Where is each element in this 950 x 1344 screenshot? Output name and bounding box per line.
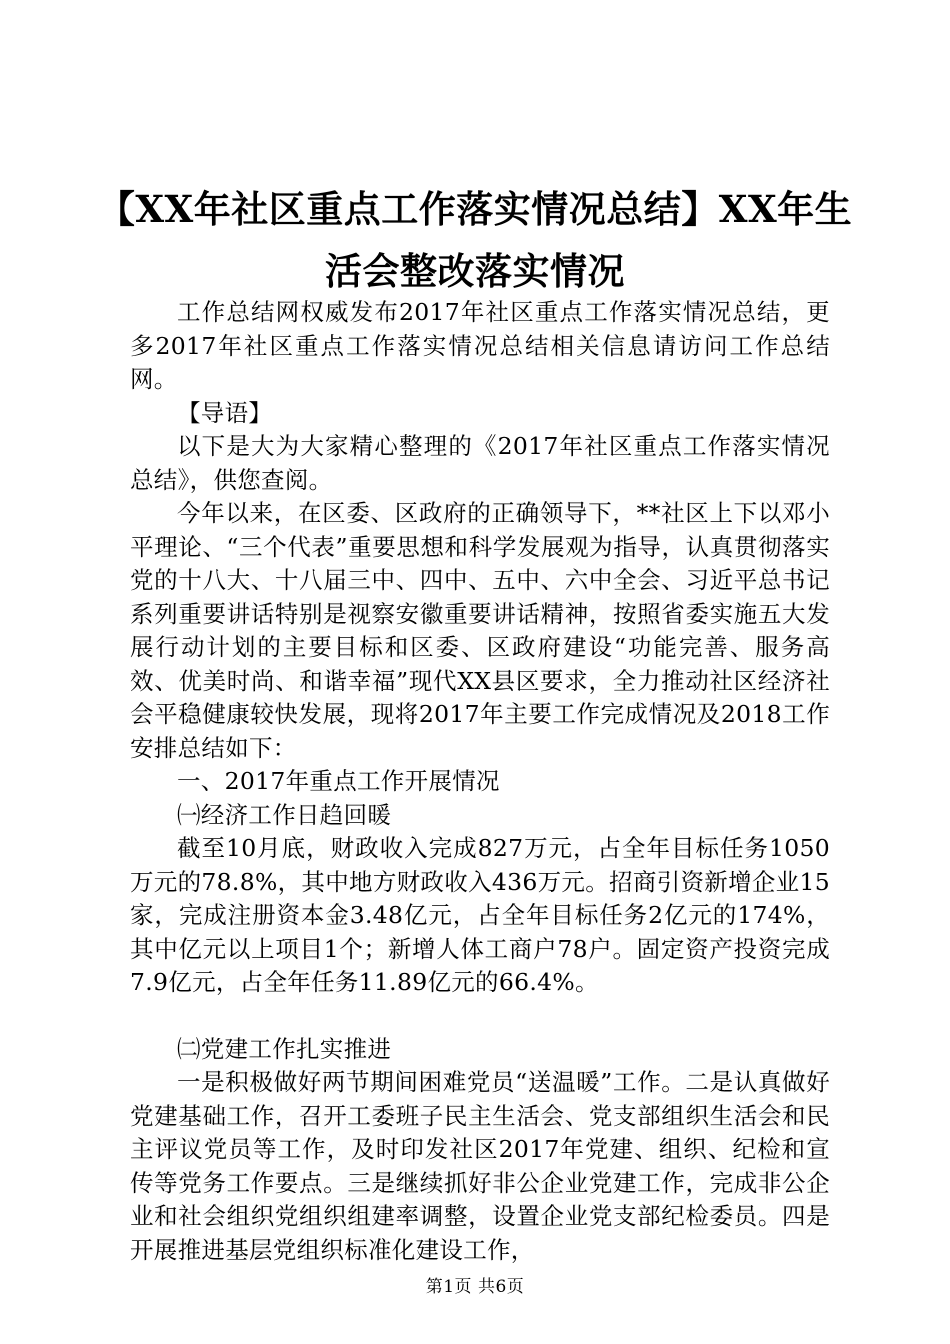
lead-paragraph: 以下是大为大家精心整理的《2017年社区重点工作落实情况总结》，供您查阅。 — [130, 432, 830, 494]
lead-label: 【导语】 — [177, 398, 273, 427]
title-line-1: 【XX年社区重点工作落实情况总结】XX年生 — [97, 187, 853, 231]
section-heading: 一、2017年重点工作开展情况 — [177, 767, 500, 795]
subsection-heading-party: ㈡党建工作扎实推进 — [177, 1034, 392, 1063]
title-line-2: 活会整改落实情况 — [325, 249, 625, 293]
subsection-heading-economy: ㈠经济工作日趋回暖 — [177, 800, 392, 829]
paragraph-gap — [130, 1000, 830, 1033]
intro-paragraph: 工作总结网权威发布2017年社区重点工作落实情况总结，更多2017年社区重点工作落实情况总结相关信息请访问工作总结网。 — [130, 298, 830, 393]
page-number-footer: 第1页 共6页 — [425, 1277, 525, 1297]
party-paragraph: 一是积极做好两节期间困难党员“送温暖”工作。二是认真做好党建基础工作，召开工委班子民主生活会、党支部组织生活会和民主评议党员等工作，及时印发社区2017年党建、组织、纪检和宣传等党务工作要点。三是继续抓好非公企业党建工作，完成非公企业和社会组织党组织组建率调整，设置企业党支部纪检委员。四是开展推进基层党组织标准化建设工作， — [130, 1068, 830, 1264]
overview-paragraph: 今年以来，在区委、区政府的正确领导下，**社区上下以邓小平理论、“三个代表”重要思想和科学发展观为指导，认真贯彻落实党的十八大、十八届三中、四中、五中、六中全会、习近平总书记系列重要讲话特别是视察安徽重要讲话精神，按照省委实施五大发展行动计划的主要目标和区委、区政府建设“功能完善、服务高效、优美时尚、和谐幸福”现代XX县区要求，全力推动社区经济社会平稳健康较快发展，现将2017年主要工作完成情况及2018工作安排总结如下： — [130, 499, 830, 762]
economy-paragraph: 截至10月底，财政收入完成827万元，占全年目标任务1050万元的78.8%，其中地方财政收入436万元。招商引资新增企业15家，完成注册资本金3.48亿元，占全年目标任务2亿元的174%，其中亿元以上项目1个；新增人体工商户78户。固定资产投资完成7.9亿元，占全年任务11.89亿元的66.4%。 — [130, 834, 830, 996]
document-body — [130, 296, 830, 1267]
document-title — [60, 178, 890, 302]
